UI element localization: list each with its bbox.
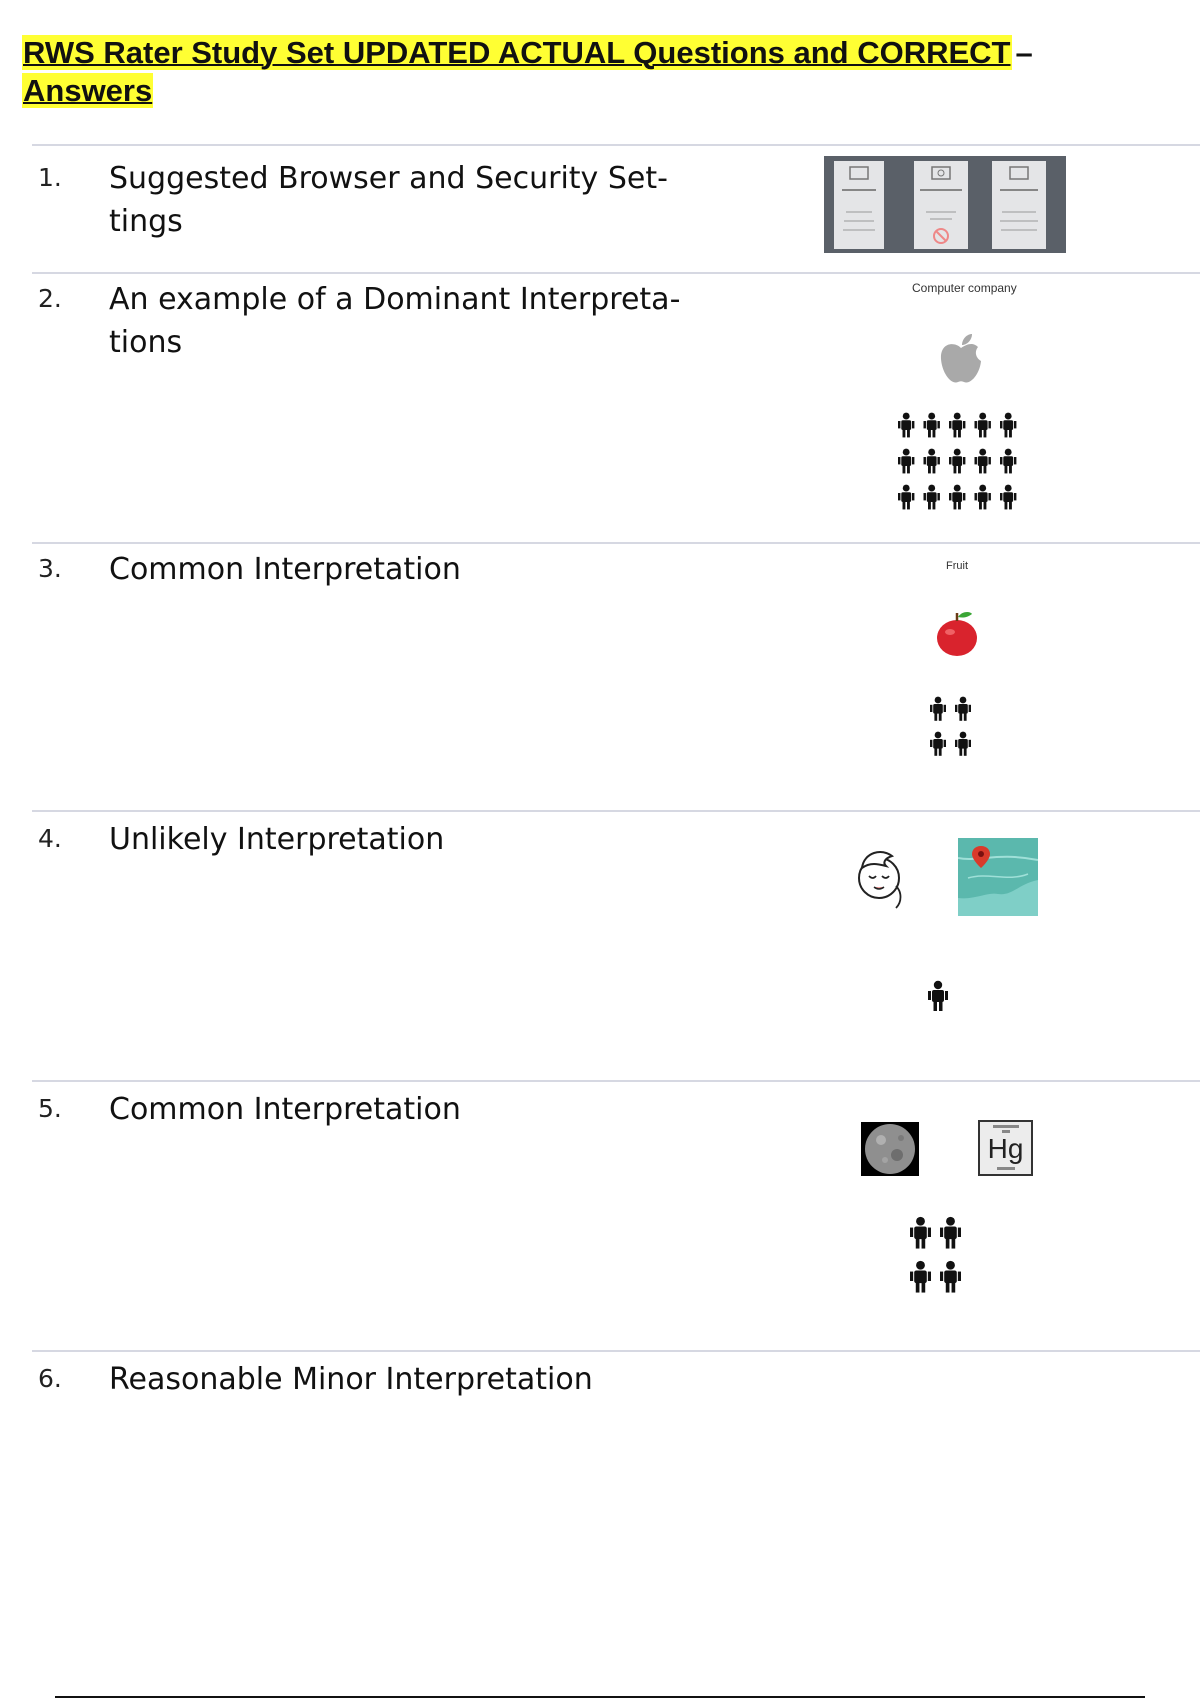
person-icon	[1000, 449, 1016, 474]
apple-logo-icon	[936, 332, 986, 386]
sleeping-face-icon	[852, 842, 908, 912]
item-number: 2.	[38, 284, 62, 313]
person-icon	[949, 485, 965, 510]
population-graphic	[928, 980, 952, 1022]
person-icon	[955, 732, 971, 756]
person-icon	[924, 413, 940, 438]
item-number: 1.	[38, 163, 62, 192]
item-number: 4.	[38, 824, 62, 853]
person-icon	[930, 732, 946, 756]
browser-settings-image	[824, 156, 1066, 253]
person-icon	[930, 697, 946, 721]
item-text: Common Interpretation	[109, 552, 461, 587]
title-tail: Answers	[23, 73, 153, 108]
footer-rule	[55, 1696, 1145, 1698]
document-title	[22, 34, 1152, 110]
person-icon	[975, 485, 991, 510]
divider	[32, 144, 1200, 146]
image-caption: Computer company	[912, 281, 1017, 295]
image-caption: Fruit	[946, 560, 968, 572]
item-number: 6.	[38, 1364, 62, 1393]
person-icon	[940, 1217, 961, 1249]
population-graphic	[930, 696, 990, 766]
person-icon	[898, 413, 914, 438]
population-graphic	[910, 1216, 970, 1298]
title-main: RWS Rater Study Set UPDATED ACTUAL Questions and CORRECT	[23, 35, 1011, 70]
item-text: Reasonable Minor Interpretation	[109, 1362, 593, 1397]
element-symbol: Hg	[987, 1133, 1024, 1164]
divider	[32, 1350, 1200, 1352]
item-number: 5.	[38, 1094, 62, 1123]
map-image	[958, 838, 1038, 916]
population-graphic	[898, 412, 1023, 520]
element-tile	[978, 1120, 1033, 1176]
item-text: Suggested Browser and Security Set- tings	[109, 161, 668, 239]
title-dash: –	[1015, 35, 1033, 70]
person-icon	[940, 1261, 961, 1293]
person-icon	[955, 697, 971, 721]
person-icon	[1000, 413, 1016, 438]
item-number: 3.	[38, 554, 62, 583]
mercury-planet-icon	[861, 1122, 919, 1176]
person-icon	[949, 413, 965, 438]
person-icon	[924, 485, 940, 510]
person-icon	[924, 449, 940, 474]
item-text: An example of a Dominant Interpreta- tions	[109, 282, 681, 360]
item-text: Unlikely Interpretation	[109, 822, 445, 857]
divider	[32, 1080, 1200, 1082]
red-apple-icon	[934, 608, 980, 658]
person-icon	[910, 1217, 931, 1249]
divider	[32, 810, 1200, 812]
divider	[32, 272, 1200, 274]
person-icon	[910, 1261, 931, 1293]
settings-card	[992, 161, 1046, 249]
person-icon	[898, 449, 914, 474]
person-icon	[928, 981, 948, 1011]
person-icon	[1000, 485, 1016, 510]
person-icon	[975, 413, 991, 438]
person-icon	[975, 449, 991, 474]
divider	[32, 542, 1200, 544]
item-text: Common Interpretation	[109, 1092, 461, 1127]
settings-card	[834, 161, 884, 249]
person-icon	[898, 485, 914, 510]
settings-card	[914, 161, 968, 249]
element-mass-placeholder	[997, 1167, 1015, 1170]
person-icon	[949, 449, 965, 474]
